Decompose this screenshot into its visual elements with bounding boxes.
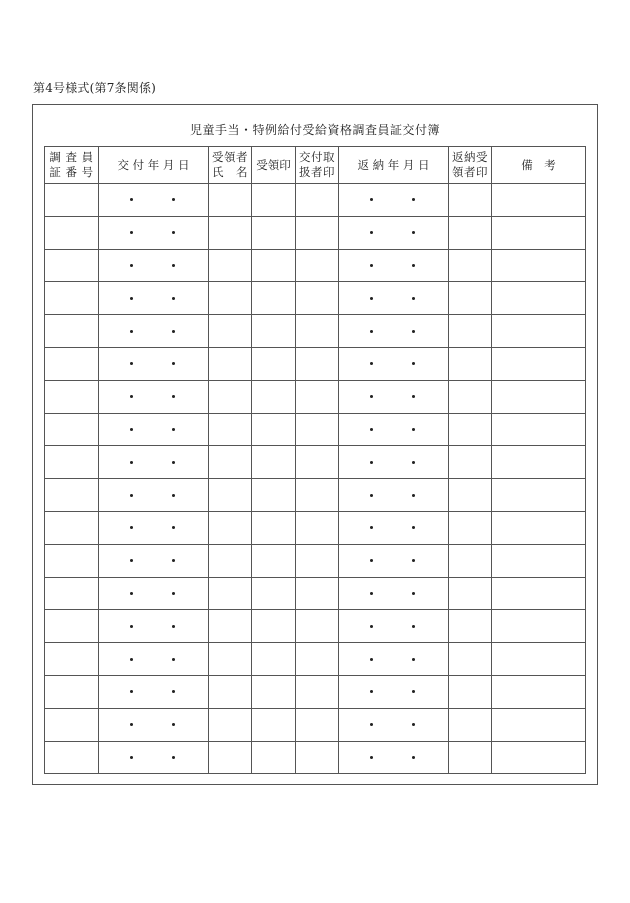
cell-cert-number[interactable] [45,741,99,774]
header-issue-date-label: 交 付 年 月 日 [117,157,190,172]
table-row [45,249,586,282]
date-separator-dot [130,723,133,726]
date-separator-dot [130,658,133,661]
cell-issuer-seal[interactable] [296,380,339,413]
date-separator-dot [130,297,133,300]
date-separator-dot [370,428,373,431]
date-separator-dot [172,756,175,759]
header-return-date [339,147,449,184]
cell-receipt-seal[interactable] [252,184,296,217]
date-separator-dot [412,625,415,628]
date-separator-dot [172,428,175,431]
header-issuer-seal-line2: 扱者印 [299,165,335,179]
table-row [45,315,586,348]
cell-cert-number[interactable] [45,675,99,708]
cell-receipt-seal[interactable] [252,643,296,676]
table-row [45,446,586,479]
table-row [45,741,586,774]
date-separator-dot [370,264,373,267]
date-separator-dot [370,231,373,234]
cell-issue-date[interactable] [99,315,209,348]
cell-issue-date[interactable] [99,446,209,479]
cell-return-receiver-seal[interactable] [449,675,492,708]
date-separator-dot [412,559,415,562]
cell-issuer-seal[interactable] [296,643,339,676]
cell-receipt-seal[interactable] [252,610,296,643]
date-separator-dot [130,362,133,365]
cell-return-date[interactable] [339,675,449,708]
cell-return-receiver-seal[interactable] [449,380,492,413]
cell-return-date[interactable] [339,643,449,676]
cell-issue-date[interactable] [99,511,209,544]
cell-return-receiver-seal[interactable] [449,216,492,249]
form-number-label: 第4号様式(第7条関係) [33,81,157,95]
cell-recipient-name[interactable] [209,643,252,676]
cell-cert-number[interactable] [45,184,99,217]
cell-remarks[interactable] [492,544,586,577]
cell-receipt-seal[interactable] [252,741,296,774]
cell-issuer-seal[interactable] [296,675,339,708]
date-separator-dot [370,658,373,661]
cell-issue-date[interactable] [99,610,209,643]
table-row [45,282,586,315]
cell-return-date[interactable] [339,446,449,479]
date-separator-dot [172,297,175,300]
table-row [45,544,586,577]
date-separator-dot [412,461,415,464]
cell-issuer-seal[interactable] [296,315,339,348]
cell-receipt-seal[interactable] [252,315,296,348]
cell-return-receiver-seal[interactable] [449,610,492,643]
date-separator-dot [370,559,373,562]
cell-cert-number[interactable] [45,610,99,643]
header-return-receiver-seal-line2: 領者印 [452,165,488,179]
cell-issuer-seal[interactable] [296,249,339,282]
cell-remarks[interactable] [492,216,586,249]
date-separator-dot [370,330,373,333]
cell-remarks[interactable] [492,413,586,446]
cell-receipt-seal[interactable] [252,216,296,249]
cell-return-receiver-seal[interactable] [449,347,492,380]
cell-return-receiver-seal[interactable] [449,184,492,217]
cell-issuer-seal[interactable] [296,741,339,774]
cell-receipt-seal[interactable] [252,249,296,282]
cell-recipient-name[interactable] [209,282,252,315]
cell-recipient-name[interactable] [209,479,252,512]
date-separator-dot [130,756,133,759]
cell-cert-number[interactable] [45,708,99,741]
cell-recipient-name[interactable] [209,544,252,577]
cell-recipient-name[interactable] [209,347,252,380]
date-separator-dot [130,264,133,267]
date-separator-dot [370,592,373,595]
cell-recipient-name[interactable] [209,184,252,217]
cell-return-date[interactable] [339,708,449,741]
cell-return-date[interactable] [339,479,449,512]
date-separator-dot [172,723,175,726]
cell-cert-number[interactable] [45,446,99,479]
cell-return-date[interactable] [339,413,449,446]
cell-return-date[interactable] [339,249,449,282]
date-separator-dot [412,264,415,267]
header-cert-number-line2: 証 番 号 [49,165,94,179]
date-separator-dot [370,723,373,726]
date-separator-dot [412,592,415,595]
cell-return-date[interactable] [339,216,449,249]
cell-return-receiver-seal[interactable] [449,577,492,610]
header-return-receiver-seal [449,147,492,184]
date-separator-dot [370,756,373,759]
date-separator-dot [412,330,415,333]
header-receipt-seal [252,147,296,184]
header-issuer-seal [296,147,339,184]
header-receipt-seal-label: 受領印 [256,157,291,172]
cell-issuer-seal[interactable] [296,347,339,380]
cell-issuer-seal[interactable] [296,577,339,610]
cell-cert-number[interactable] [45,413,99,446]
cell-return-receiver-seal[interactable] [449,479,492,512]
header-cert-number-line1: 調 査 員 [49,150,94,164]
cell-issuer-seal[interactable] [296,282,339,315]
cell-return-receiver-seal[interactable] [449,446,492,479]
date-separator-dot [130,559,133,562]
table-row [45,610,586,643]
date-separator-dot [412,428,415,431]
cell-cert-number[interactable] [45,282,99,315]
table-row [45,577,586,610]
table-row [45,643,586,676]
cell-recipient-name[interactable] [209,708,252,741]
cell-cert-number[interactable] [45,479,99,512]
cell-cert-number[interactable] [45,249,99,282]
cell-recipient-name[interactable] [209,610,252,643]
cell-remarks[interactable] [492,282,586,315]
cell-issue-date[interactable] [99,741,209,774]
cell-issuer-seal[interactable] [296,610,339,643]
cell-issue-date[interactable] [99,577,209,610]
cell-return-date[interactable] [339,741,449,774]
date-separator-dot [412,658,415,661]
cell-receipt-seal[interactable] [252,282,296,315]
cell-issuer-seal[interactable] [296,544,339,577]
table-row [45,708,586,741]
cell-issue-date[interactable] [99,708,209,741]
cell-return-receiver-seal[interactable] [449,249,492,282]
date-separator-dot [412,297,415,300]
cell-receipt-seal[interactable] [252,511,296,544]
header-remarks-label: 備 考 [521,157,556,172]
cell-return-date[interactable] [339,282,449,315]
date-separator-dot [370,362,373,365]
date-separator-dot [172,461,175,464]
table-row [45,184,586,217]
cell-recipient-name[interactable] [209,380,252,413]
cell-receipt-seal[interactable] [252,708,296,741]
cell-return-receiver-seal[interactable] [449,315,492,348]
cell-remarks[interactable] [492,249,586,282]
cell-cert-number[interactable] [45,577,99,610]
header-issuer-seal-line1: 交付取 [299,150,335,164]
date-separator-dot [412,526,415,529]
date-separator-dot [412,198,415,201]
header-return-receiver-seal-line1: 返納受 [452,150,488,164]
cell-issue-date[interactable] [99,544,209,577]
date-separator-dot [370,198,373,201]
ledger-title: 児童手当・特例給付受給資格調査員証交付簿 [189,123,440,137]
header-row [45,147,586,184]
cell-remarks[interactable] [492,315,586,348]
cell-remarks[interactable] [492,511,586,544]
header-issue-date [99,147,209,184]
cell-issue-date[interactable] [99,282,209,315]
date-separator-dot [370,395,373,398]
date-separator-dot [172,198,175,201]
date-separator-dot [370,526,373,529]
cell-return-receiver-seal[interactable] [449,413,492,446]
cell-issuer-seal[interactable] [296,511,339,544]
cell-receipt-seal[interactable] [252,413,296,446]
cell-receipt-seal[interactable] [252,380,296,413]
date-separator-dot [172,494,175,497]
date-separator-dot [172,395,175,398]
cell-issuer-seal[interactable] [296,708,339,741]
cell-receipt-seal[interactable] [252,544,296,577]
cell-remarks[interactable] [492,675,586,708]
cell-remarks[interactable] [492,446,586,479]
date-separator-dot [370,690,373,693]
cell-recipient-name[interactable] [209,413,252,446]
cell-remarks[interactable] [492,741,586,774]
cell-issue-date[interactable] [99,184,209,217]
date-separator-dot [172,658,175,661]
cell-remarks[interactable] [492,380,586,413]
date-separator-dot [130,592,133,595]
date-separator-dot [130,690,133,693]
date-separator-dot [130,231,133,234]
date-separator-dot [130,428,133,431]
cell-recipient-name[interactable] [209,741,252,774]
cell-issuer-seal[interactable] [296,413,339,446]
date-separator-dot [130,461,133,464]
date-separator-dot [172,690,175,693]
cell-remarks[interactable] [492,610,586,643]
cell-remarks[interactable] [492,347,586,380]
date-separator-dot [412,362,415,365]
cell-recipient-name[interactable] [209,216,252,249]
date-separator-dot [412,723,415,726]
header-recipient-name-line2: 氏 名 [212,165,248,179]
cell-issue-date[interactable] [99,249,209,282]
cell-return-date[interactable] [339,610,449,643]
cell-return-receiver-seal[interactable] [449,643,492,676]
cell-return-date[interactable] [339,380,449,413]
date-separator-dot [412,494,415,497]
date-separator-dot [172,526,175,529]
header-recipient-name [209,147,252,184]
date-separator-dot [130,625,133,628]
table-row [45,380,586,413]
date-separator-dot [130,494,133,497]
cell-issue-date[interactable] [99,216,209,249]
cell-cert-number[interactable] [45,511,99,544]
cell-issuer-seal[interactable] [296,216,339,249]
date-separator-dot [370,297,373,300]
cell-return-receiver-seal[interactable] [449,708,492,741]
cell-return-receiver-seal[interactable] [449,544,492,577]
cell-recipient-name[interactable] [209,249,252,282]
header-remarks [492,147,586,184]
cell-return-date[interactable] [339,544,449,577]
date-separator-dot [172,362,175,365]
cell-recipient-name[interactable] [209,675,252,708]
cell-remarks[interactable] [492,708,586,741]
cell-cert-number[interactable] [45,216,99,249]
cell-issue-date[interactable] [99,413,209,446]
date-separator-dot [130,526,133,529]
date-separator-dot [370,494,373,497]
date-separator-dot [370,461,373,464]
cell-cert-number[interactable] [45,544,99,577]
cell-remarks[interactable] [492,643,586,676]
cell-return-date[interactable] [339,315,449,348]
ledger-body [45,184,586,774]
date-separator-dot [130,198,133,201]
cell-receipt-seal[interactable] [252,577,296,610]
cell-return-receiver-seal[interactable] [449,741,492,774]
table-row [45,479,586,512]
cell-recipient-name[interactable] [209,315,252,348]
cell-recipient-name[interactable] [209,511,252,544]
table-row [45,511,586,544]
cell-cert-number[interactable] [45,315,99,348]
date-separator-dot [412,690,415,693]
table-row [45,347,586,380]
table-row [45,413,586,446]
date-separator-dot [412,395,415,398]
cell-cert-number[interactable] [45,380,99,413]
cell-issue-date[interactable] [99,347,209,380]
date-separator-dot [412,756,415,759]
cell-issuer-seal[interactable] [296,479,339,512]
date-separator-dot [172,592,175,595]
cell-issuer-seal[interactable] [296,446,339,479]
table-row [45,216,586,249]
cell-remarks[interactable] [492,184,586,217]
cell-issue-date[interactable] [99,675,209,708]
cell-issue-date[interactable] [99,380,209,413]
cell-receipt-seal[interactable] [252,446,296,479]
date-separator-dot [130,395,133,398]
cell-remarks[interactable] [492,577,586,610]
cell-issue-date[interactable] [99,479,209,512]
cell-receipt-seal[interactable] [252,347,296,380]
cell-return-receiver-seal[interactable] [449,282,492,315]
header-cert-number [45,147,99,184]
date-separator-dot [172,625,175,628]
cell-receipt-seal[interactable] [252,675,296,708]
date-separator-dot [172,559,175,562]
cell-receipt-seal[interactable] [252,479,296,512]
date-separator-dot [412,231,415,234]
cell-recipient-name[interactable] [209,577,252,610]
cell-cert-number[interactable] [45,643,99,676]
cell-issue-date[interactable] [99,643,209,676]
cell-return-date[interactable] [339,347,449,380]
date-separator-dot [172,264,175,267]
issuance-ledger-table [44,146,586,774]
cell-return-date[interactable] [339,577,449,610]
cell-issuer-seal[interactable] [296,184,339,217]
date-separator-dot [172,330,175,333]
cell-remarks[interactable] [492,479,586,512]
cell-recipient-name[interactable] [209,446,252,479]
cell-return-date[interactable] [339,511,449,544]
cell-return-receiver-seal[interactable] [449,511,492,544]
date-separator-dot [172,231,175,234]
cell-cert-number[interactable] [45,347,99,380]
header-return-date-label: 返 納 年 月 日 [357,157,430,172]
cell-return-date[interactable] [339,184,449,217]
header-recipient-name-line1: 受領者 [212,150,248,164]
date-separator-dot [370,625,373,628]
table-row [45,675,586,708]
date-separator-dot [130,330,133,333]
